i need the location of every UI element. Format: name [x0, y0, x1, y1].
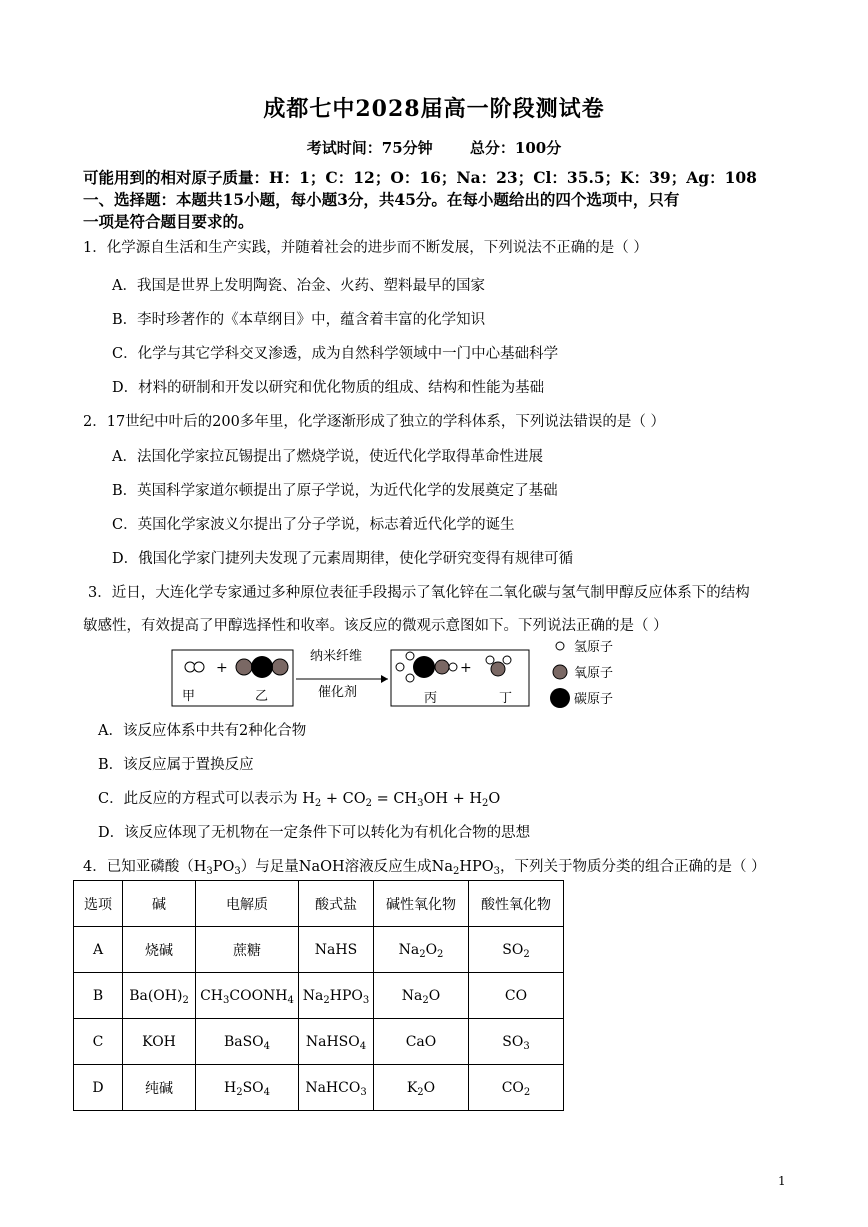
- page-number: 1: [778, 1174, 786, 1188]
- label-jia: 甲: [182, 689, 196, 704]
- q4-stem: 4．已知亚磷酸$(H_3PO_3)$与足量NaOH溶液反应生成$Na_2HPO_3$，下列关于物质分类的组合正确的是（ ）: [83, 859, 766, 877]
- classification-table: [73, 880, 564, 1111]
- section-heading-line1: 一、选择题：本题共15小题，每小题3分，共45分。在每小题给出的四个选项中，只有: [83, 190, 680, 209]
- o-atom: [272, 659, 288, 675]
- h-atom: [194, 662, 204, 672]
- table-row: A 烧碱 蔗糖 NaHS $Na_2O_2$ $SO_2$: [74, 927, 564, 973]
- h-atom: [449, 663, 457, 671]
- q3-option-b: B．该反应属于置换反应: [98, 757, 254, 773]
- section-heading-line2: 一项是符合题目要求的。: [83, 212, 254, 231]
- q3-stem-line2: 敏感性，有效提高了甲醇选择性和收率。该反应的微观示意图如下。下列说法正确的是（ ）: [83, 618, 668, 634]
- o-atom: [435, 660, 449, 674]
- q2-option-a: A．法国化学家拉瓦锡提出了燃烧学说，使近代化学取得革命性进展: [112, 449, 543, 465]
- legend-o-icon: [553, 665, 567, 679]
- table-row: D 纯碱 $H_2SO_4$ NaHCO$_3$ $K_2O$ $CO_2$: [74, 1065, 564, 1111]
- legend-o-label: 氧原子: [574, 666, 614, 681]
- legend-h-label: 氢原子: [574, 640, 614, 655]
- h-atom: [486, 656, 494, 664]
- total-score: 总分：100分: [469, 139, 562, 157]
- q3-option-c: C．此反应的方程式可以表示为 $H_2 + CO_2 = CH_3OH + H_2O$: [98, 791, 501, 809]
- h-atom: [396, 663, 404, 671]
- catalyst-bottom: 催化剂: [318, 685, 358, 700]
- q2-stem: 2．17世纪中叶后的200多年里，化学逐渐形成了独立的学科体系，下列说法错误的是（ ）: [83, 414, 665, 430]
- plus-sign-1: +: [216, 660, 228, 676]
- header-cell: 电解质: [196, 881, 299, 927]
- q3-stem-line1: 3．近日，大连化学专家通过多种原位表征手段揭示了氧化锌在二氧化碳与氢气制甲醇反应体系下的结构: [88, 585, 750, 601]
- c-atom: [413, 656, 435, 678]
- reaction-diagram: [160, 636, 640, 716]
- label-yi: 乙: [255, 689, 269, 704]
- q1-option-b: B．李时珍著作的《本草纲目》中，蕴含着丰富的化学知识: [112, 312, 486, 328]
- legend-h-icon: [556, 642, 564, 650]
- q1-option-d: D．材料的研制和开发以研究和优化物质的组成、结构和性能为基础: [112, 380, 545, 396]
- c-atom: [251, 656, 273, 678]
- q2-option-c: C．英国化学家波义尔提出了分子学说，标志着近代化学的诞生: [112, 517, 515, 533]
- arrowhead: [381, 675, 388, 683]
- atomic-mass-line: 可能用到的相对原子质量：H：1；C：12；O：16；Na：23；Cl：35.5；K：39；Ag：108: [83, 168, 757, 187]
- h-atom: [406, 674, 414, 682]
- q1-stem: 1．化学源自生活和生产实践，并随着社会的进步而不断发展，下列说法不正确的是（ ）: [83, 240, 648, 256]
- h-atom: [503, 656, 511, 664]
- h-atom: [406, 652, 414, 660]
- header-cell: 酸式盐: [299, 881, 374, 927]
- q1-option-a: A．我国是世界上发明陶瓷、冶金、火药、塑料最早的国家: [112, 278, 485, 294]
- o-atom: [236, 659, 252, 675]
- q3-option-a: A．该反应体系中共有2种化合物: [98, 723, 307, 739]
- table-row: C KOH BaSO$_4$ NaHSO$_4$ CaO $SO_3$: [74, 1019, 564, 1065]
- table-row: B $Ba(OH)_2$ $CH_3COONH_4$ $Na_2HPO_3$ $Na_2O$ CO: [74, 973, 564, 1019]
- legend-c-icon: [550, 688, 570, 708]
- plus-sign-2: +: [460, 660, 472, 676]
- header-cell: 酸性氧化物: [469, 881, 564, 927]
- q3-option-d: D．该反应体现了无机物在一定条件下可以转化为有机化合物的思想: [98, 825, 531, 841]
- page-title: 成都七中2028届高一阶段测试卷: [263, 96, 605, 122]
- header-cell: 碱: [123, 881, 196, 927]
- q2-option-b: B．英国科学家道尔顿提出了原子学说，为近代化学的发展奠定了基础: [112, 483, 558, 499]
- label-bing: 丙: [424, 691, 438, 706]
- exam-time: 考试时间：75分钟: [306, 139, 433, 157]
- header-cell: 碱性氧化物: [374, 881, 469, 927]
- legend-c-label: 碳原子: [574, 692, 614, 707]
- exam-info: [0, 137, 868, 158]
- q2-option-d: D．俄国化学家门捷列夫发现了元素周期律，使化学研究变得有规律可循: [112, 551, 574, 567]
- q1-option-c: C．化学与其它学科交叉渗透，成为自然科学领域中一门中心基础科学: [112, 346, 559, 362]
- o-atom: [491, 662, 505, 676]
- catalyst-top: 纳米纤维: [310, 649, 363, 664]
- table-header-row: [74, 881, 564, 927]
- label-ding: 丁: [499, 691, 513, 706]
- header-cell: 选项: [74, 881, 123, 927]
